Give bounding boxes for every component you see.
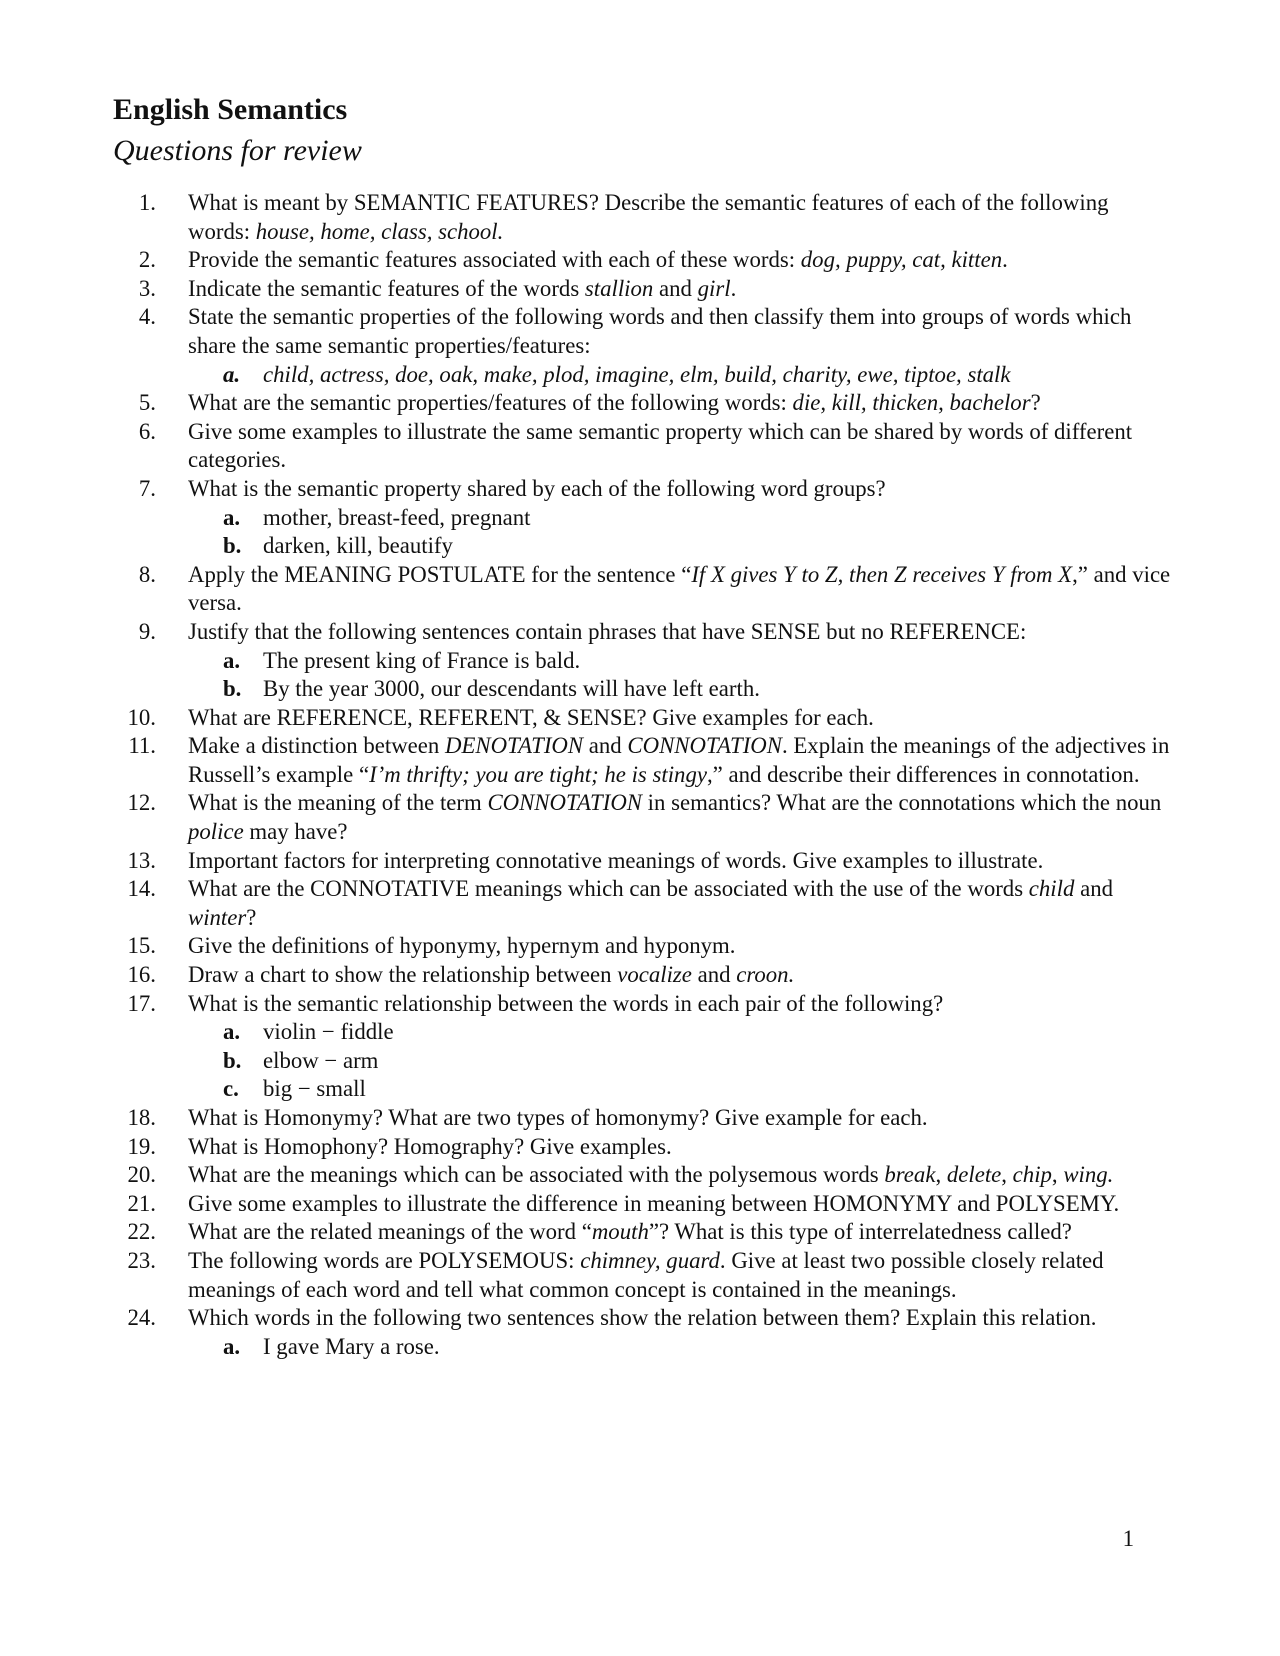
question-item [113, 961, 1173, 990]
sub-item-text [263, 1334, 440, 1359]
text-segment: and [653, 275, 698, 301]
text-segment: . Give at least two possible closely related meanings of each word and tell what common concept is contained in the meanings. [188, 1247, 1104, 1302]
text-segment: Which words in the following two sentences show the relation between them? Explain this relation. [188, 1305, 1097, 1331]
question-number: 22. [127, 1219, 156, 1245]
question-number: 17. [127, 990, 156, 1016]
sub-item [113, 361, 1173, 390]
text-segment: Give some examples to illustrate the difference in meaning between HOMONYMY and POLYSEMY. [188, 1190, 1120, 1216]
question-item [113, 303, 1173, 360]
text-segment: The following words are POLYSEMOUS: [188, 1247, 581, 1273]
sub-item [113, 1018, 1173, 1047]
text-segment: The present king of France is bald. [263, 647, 581, 673]
question-text [188, 276, 736, 301]
question-item [113, 732, 1173, 789]
question-number: 20. [127, 1162, 156, 1188]
question-text [188, 1162, 1113, 1187]
text-segment: Indicate the semantic features of the words [188, 275, 585, 301]
italic-text: child [1028, 876, 1075, 902]
text-segment: may have? [243, 819, 348, 845]
sub-item-text [263, 362, 1011, 387]
sub-item [113, 1075, 1173, 1104]
text-segment: What is meant by SEMANTIC FEATURES? Describe the semantic features of each of the following words: [188, 190, 1109, 244]
text-segment: and [1074, 876, 1113, 902]
question-item [113, 475, 1173, 504]
italic-text: police [188, 819, 244, 845]
question-item [113, 561, 1173, 618]
question-text [188, 962, 794, 987]
question-number: 2. [138, 247, 156, 273]
text-segment: What are the meanings which can be associated with the polysemous words [188, 1162, 885, 1188]
question-item [113, 1190, 1173, 1219]
question-text [188, 733, 1169, 787]
question-text [188, 1105, 928, 1130]
question-text [188, 476, 886, 501]
text-segment: Provide the semantic features associated with each of these words: [188, 247, 801, 273]
text-segment: . Explain the meanings of the adjectives in Russell’s example “ [188, 733, 1170, 787]
question-number: 6. [138, 418, 156, 444]
text-segment: , [1051, 1162, 1064, 1188]
question-item [113, 1304, 1173, 1333]
sub-item-label: b. [223, 1047, 242, 1073]
text-segment: . [730, 275, 737, 301]
italic-text: wing. [1063, 1162, 1114, 1188]
question-item [113, 618, 1173, 647]
question-number: 5. [138, 390, 156, 416]
question-item [113, 789, 1173, 846]
italic-text: DENOTATION [445, 733, 584, 759]
question-number: 18. [127, 1105, 156, 1130]
text-segment: What are the semantic properties/features of the following words: [188, 390, 793, 416]
text-segment: elbow − arm [263, 1047, 379, 1073]
italic-text: house, home, class, school. [255, 218, 504, 244]
question-number: 8. [138, 561, 156, 587]
text-segment: Important factors for interpreting connotative meanings of words. Give examples to illustrate. [188, 847, 1044, 873]
text-segment: Draw a chart to show the relationship between [188, 962, 618, 988]
text-segment: ”? What is this type of interrelatedness called? [648, 1219, 1072, 1245]
sub-item-label: b. [223, 676, 242, 702]
page-number: 1 [1122, 1526, 1134, 1551]
question-item [113, 1247, 1173, 1304]
italic-text: child, actress, doe, oak, make, plod, imagine, elm, build, charity, ewe, tiptoe, stalk [263, 361, 1011, 387]
sub-item-label: a. [223, 361, 241, 387]
question-number: 15. [127, 933, 156, 959]
text-segment: What is the semantic relationship between the words in each pair of the following? [188, 990, 944, 1016]
italic-text: croon. [736, 962, 795, 988]
sub-item-text [263, 676, 760, 701]
text-segment: Apply the MEANING POSTULATE for the sentence “ [188, 561, 692, 587]
text-segment: What is Homonymy? What are two types of homonymy? Give example for each. [188, 1105, 928, 1130]
question-text [188, 876, 1113, 930]
sub-item [113, 532, 1173, 561]
sub-item-label: a. [223, 1333, 241, 1359]
text-segment: , [1001, 1162, 1013, 1188]
question-item [113, 875, 1173, 932]
question-number: 14. [127, 876, 156, 902]
question-item [113, 1133, 1173, 1162]
question-item [113, 932, 1173, 961]
text-segment: By the year 3000, our descendants will have left earth. [263, 676, 760, 702]
text-segment: Justify that the following sentences contain phrases that have SENSE but no REFERENCE: [188, 618, 1027, 644]
italic-text: chip [1012, 1162, 1052, 1188]
italic-text: If X gives Y to Z, then Z receives Y from X [691, 561, 1073, 587]
text-segment: . [1002, 247, 1008, 273]
question-number: 3. [138, 275, 156, 301]
sub-item-text [263, 505, 530, 530]
sub-item [113, 504, 1173, 533]
sub-item [113, 1047, 1173, 1076]
text-segment: , [935, 1162, 947, 1188]
question-number: 10. [127, 704, 156, 730]
text-segment: darken, kill, beautify [263, 533, 453, 559]
text-segment: ,” and vice versa. [188, 561, 1171, 616]
text-segment: Give the definitions of hyponymy, hypernym and hyponym. [188, 933, 736, 959]
sub-item-label: b. [223, 533, 242, 559]
sub-item-label: a. [223, 647, 241, 673]
italic-text: die, kill, thicken, bachelor [792, 390, 1031, 416]
question-number: 12. [127, 790, 156, 816]
sub-item-label: a. [223, 1019, 241, 1045]
italic-text: winter [188, 904, 247, 930]
question-text [188, 1219, 1072, 1244]
italic-text: break [884, 1162, 936, 1188]
page-subtitle: Questions for review [113, 134, 362, 167]
text-segment: What are the CONNOTATIVE meanings which can be associated with the use of the words [188, 876, 1029, 902]
text-segment: What is Homophony? Homography? Give examples. [188, 1133, 672, 1159]
page-title: English Semantics [113, 93, 348, 126]
sub-item [113, 647, 1173, 676]
sub-item [113, 675, 1173, 704]
question-item [113, 189, 1173, 246]
question-text [188, 991, 943, 1016]
question-text [188, 705, 874, 730]
question-item [113, 418, 1173, 475]
text-segment: ? [1030, 390, 1041, 416]
question-text [188, 1134, 672, 1159]
question-item [113, 1161, 1173, 1190]
question-text [188, 304, 1131, 358]
question-number: 16. [127, 962, 156, 988]
question-number: 19. [127, 1133, 156, 1159]
question-number: 1. [138, 190, 156, 215]
question-text [188, 247, 1008, 272]
sub-item [113, 1333, 1173, 1362]
question-number: 24. [127, 1305, 156, 1331]
question-text [188, 1248, 1104, 1302]
text-segment: Give some examples to illustrate the same semantic property which can be shared by words of different categories. [188, 418, 1133, 473]
text-segment: What is the meaning of the term [188, 790, 488, 816]
question-text [188, 1305, 1096, 1330]
text-segment: What is the semantic property shared by each of the following word groups? [188, 475, 886, 501]
question-number: 23. [127, 1247, 156, 1273]
text-segment: and [691, 962, 737, 988]
question-item [113, 847, 1173, 876]
sub-item-text [263, 1048, 378, 1073]
italic-text: I’m thrifty; you are tight; he is stingy [369, 761, 707, 787]
sub-item-text [263, 648, 580, 673]
question-text [188, 619, 1026, 644]
sub-item-label: c. [223, 1076, 239, 1102]
italic-text: chimney, guard [580, 1247, 720, 1273]
question-item [113, 1218, 1173, 1247]
sub-item-text [263, 1019, 394, 1044]
sub-item-text [263, 1076, 366, 1101]
question-text [188, 390, 1041, 415]
question-number: 4. [138, 304, 156, 330]
italic-text: dog, puppy, cat, kitten [800, 247, 1003, 273]
question-item [113, 990, 1173, 1019]
text-segment: ,” and describe their differences in connotation. [706, 761, 1140, 787]
text-segment: and [583, 733, 628, 759]
text-segment: What are the related meanings of the word “ [188, 1219, 592, 1245]
question-list [113, 189, 1173, 1361]
question-number: 7. [138, 475, 156, 501]
italic-text: CONNOTATION [487, 790, 642, 816]
question-item [113, 1104, 1173, 1133]
sub-item-label: a. [223, 504, 241, 530]
question-text [188, 933, 735, 958]
italic-text: mouth [591, 1219, 649, 1245]
italic-text: CONNOTATION [627, 733, 782, 759]
question-number: 11. [128, 733, 156, 759]
question-item [113, 275, 1173, 304]
sub-item-text [263, 533, 453, 558]
question-number: 9. [138, 618, 156, 644]
question-item [113, 704, 1173, 733]
italic-text: girl [697, 275, 731, 301]
text-segment: Make a distinction between [188, 733, 446, 759]
italic-text: stallion [584, 275, 654, 301]
text-segment: ? [246, 904, 257, 930]
text-segment: State the semantic properties of the following words and then classify them into groups of words which share the same semantic properties/features: [188, 304, 1132, 358]
question-text [188, 419, 1132, 473]
question-text [188, 1191, 1119, 1216]
question-item [113, 246, 1173, 275]
question-text [188, 562, 1170, 616]
text-segment: violin − fiddle [263, 1019, 394, 1045]
text-segment: in semantics? What are the connotations which the noun [641, 790, 1162, 816]
text-segment: I gave Mary a rose. [263, 1333, 440, 1359]
question-text [188, 790, 1161, 844]
italic-text: vocalize [617, 962, 692, 988]
italic-text: delete [946, 1162, 1002, 1188]
text-segment: big − small [263, 1076, 366, 1102]
text-segment: mother, breast-feed, pregnant [263, 504, 531, 530]
text-segment: What are REFERENCE, REFERENT, & SENSE? Give examples for each. [188, 704, 874, 730]
question-number: 13. [127, 847, 156, 873]
question-number: 21. [127, 1190, 156, 1216]
question-text [188, 190, 1109, 244]
question-item [113, 389, 1173, 418]
question-text [188, 848, 1043, 873]
